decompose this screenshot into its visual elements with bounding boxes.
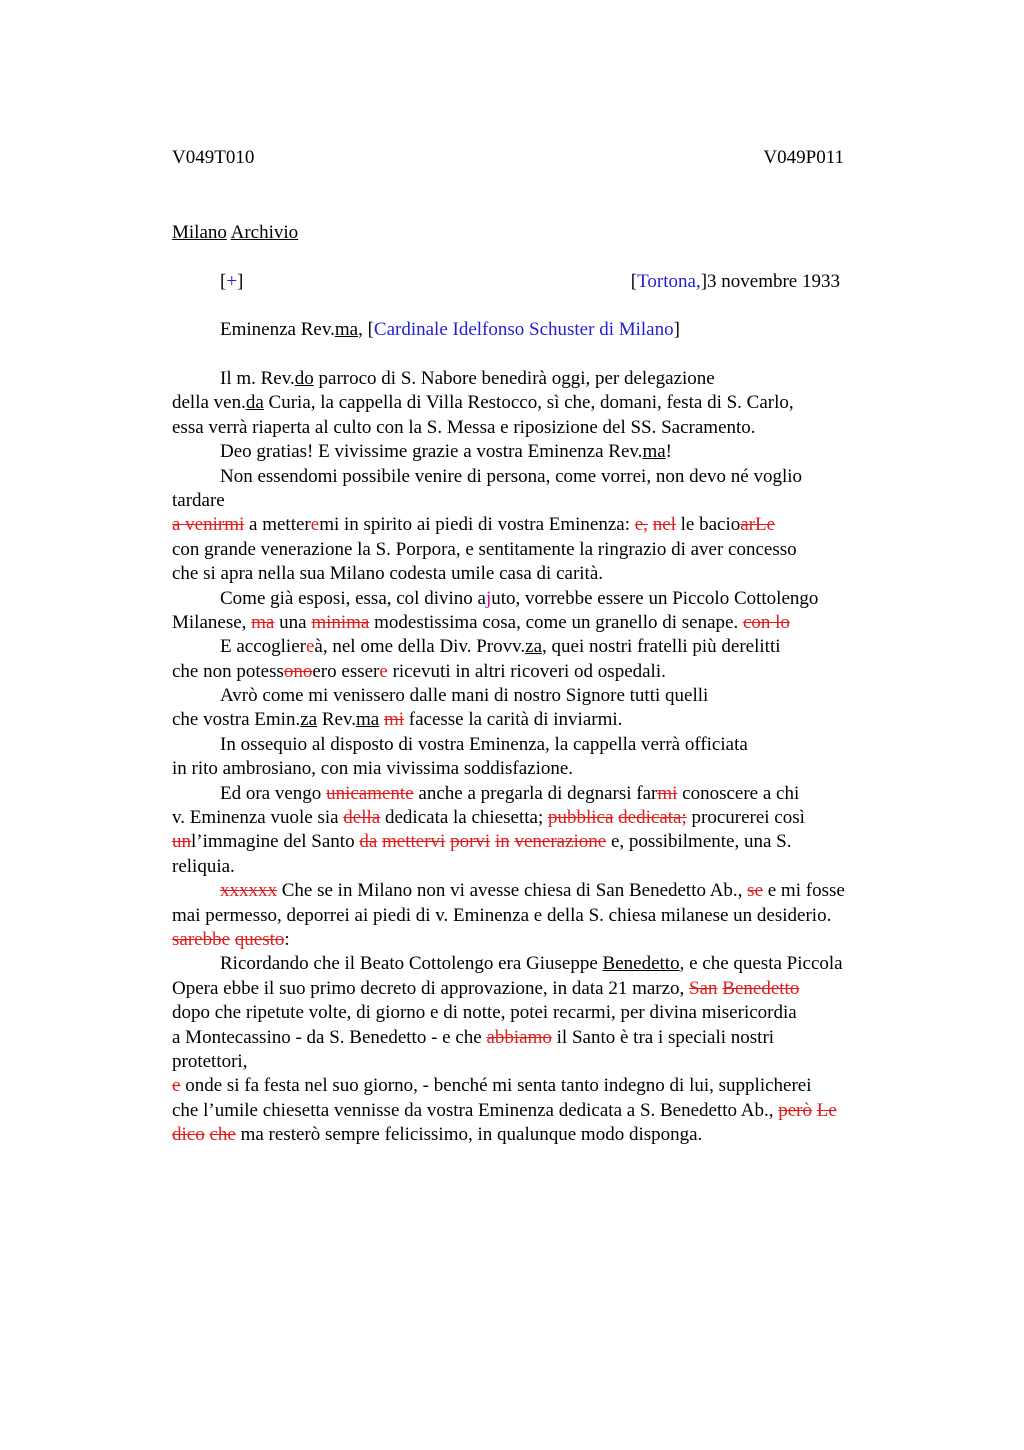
text-segment: uto, vorrebbe essere un Piccolo Cottolengo (491, 587, 819, 609)
text-segment: l’immagine del Santo (191, 831, 360, 853)
deleted-text: minima (311, 611, 370, 633)
text-segment: Deo gratias! E vivissime grazie a vostra Eminenza Rev. (220, 441, 643, 463)
text-line (172, 1001, 912, 1025)
text-segment: , quei nostri fratelli più derelitti (542, 636, 781, 658)
deleted-text: se (747, 880, 763, 902)
text-segment: che l’umile chiesetta vennisse da vostra Eminenza dedicata a S. Benedetto Ab., (172, 1099, 779, 1121)
inserted-text: j (485, 587, 492, 609)
archive-city: Milano (172, 222, 227, 243)
text-segment: in rito ambrosiano, con mia vivissima soddisfazione. (172, 758, 574, 780)
deleted-text: porvi (450, 831, 491, 853)
deleted-text: venerazione (514, 831, 607, 853)
underlined-text: za (525, 636, 543, 658)
text-segment: onde si fa festa nel suo giorno, - benché mi senta tanto indegno di lui, supplicherei (180, 1075, 812, 1097)
text-segment: il Santo è tra i speciali nostri (551, 1026, 775, 1048)
text-segment: e mi fosse (763, 880, 845, 902)
text-segment: dedicata la chiesetta; (380, 807, 548, 829)
text-segment: conoscere a chi (677, 782, 800, 804)
text-segment: Ricordando che il Beato Cottolengo era Giuseppe (220, 953, 603, 975)
deleted-text: nel (652, 514, 676, 536)
text-segment: Il m. Rev. (220, 368, 295, 389)
inserted-text: e (379, 660, 388, 682)
deleted-text: però (778, 1099, 812, 1121)
deleted-text: con lo (742, 611, 790, 633)
deleted-text: questo (234, 928, 285, 950)
place: Tortona, (637, 271, 701, 292)
deleted-text: dedicata; (618, 807, 687, 829)
deleted-text: e, (634, 514, 648, 536)
text-line (172, 538, 912, 562)
text-segment: reliquia. (172, 855, 235, 877)
text-segment: che si apra nella sua Milano codesta umile casa di carità. (172, 563, 604, 585)
underlined-text: da (245, 392, 264, 414)
text-line (172, 1123, 912, 1147)
deleted-text: ono (283, 660, 313, 682)
text-segment: con grande venerazione la S. Porpora, e sentitamente la ringrazio di aver concesso (172, 538, 797, 560)
document-code-left: V049T010 (172, 147, 255, 168)
text-segment: ! (665, 441, 672, 463)
text-segment: Curia, la cappella di Villa Restocco, sì che, domani, festa di S. Carlo, (263, 392, 794, 414)
text-segment: tardare (172, 489, 225, 511)
deleted-text: a venirmi (172, 514, 245, 536)
text-line (172, 782, 912, 806)
text-line (172, 367, 912, 391)
deleted-text: ma (251, 611, 275, 633)
text-segment: Come già esposi, essa, col divino a (220, 587, 486, 609)
deleted-text: della (343, 807, 381, 829)
text-line (172, 879, 912, 903)
date: 3 novembre 1933 (707, 271, 840, 292)
text-segment: protettori, (172, 1050, 248, 1072)
deleted-text: pubblica (547, 807, 614, 829)
text-line (172, 587, 912, 611)
deleted-text: xxxxxx (220, 880, 277, 902)
text-segment: v. Eminenza vuole sia (172, 807, 344, 829)
cross-and-date-line (220, 270, 840, 294)
text-line (172, 513, 912, 537)
text-segment: ricevuti in altri ricoveri od ospedali. (387, 660, 666, 682)
salutation: Eminenza Rev.ma, [Cardinale Idelfonso Schuster di Milano] (220, 319, 680, 340)
cross-mark: [+] (220, 271, 244, 292)
deleted-text: San (689, 977, 718, 999)
text-segment: modestissima cosa, come un granello di senape. (369, 611, 743, 633)
text-segment: , e che questa Piccola (679, 953, 843, 975)
text-line (172, 952, 912, 976)
text-line (172, 660, 912, 684)
text-segment: à, nel ome della Div. Provv. (314, 636, 526, 658)
text-segment: che vostra Emin. (172, 709, 301, 731)
text-segment: In ossequio al disposto di vostra Eminenza, la cappella verrà officiata (220, 733, 748, 755)
deleted-text: Le (816, 1099, 837, 1121)
text-segment: a metter (244, 514, 311, 536)
text-line (172, 733, 912, 757)
text-line (172, 1074, 912, 1098)
text-segment: anche a pregarla di degnarsi far (413, 782, 658, 804)
deleted-text: arLe (740, 514, 776, 536)
deleted-text: da (359, 831, 378, 853)
text-segment: della ven. (172, 392, 246, 414)
text-line (172, 904, 912, 928)
inserted-text: e (310, 514, 320, 536)
text-segment: dopo che ripetute volte, di giorno e di notte, potei recarmi, per divina misericordia (172, 1002, 797, 1024)
text-segment: mai permesso, deporrei ai piedi di v. Eminenza e della S. chiesa milanese un desiderio. (172, 904, 832, 926)
underlined-text: do (294, 368, 314, 389)
text-segment: una (274, 611, 312, 633)
text-segment: mi in spirito ai piedi di vostra Eminenza: (319, 514, 635, 536)
text-segment: ero esser (312, 660, 380, 682)
addressee: Cardinale Idelfonso Schuster di Milano (373, 319, 674, 340)
deleted-text: abbiamo (486, 1026, 552, 1048)
text-line (172, 562, 912, 586)
text-line (172, 489, 912, 513)
text-segment: Avrò come mi venissero dalle mani di nostro Signore tutti quelli (220, 685, 709, 707)
text-line (172, 1026, 912, 1050)
text-line (172, 806, 912, 830)
deleted-text: mi (383, 709, 404, 731)
deleted-text: in (494, 831, 510, 853)
text-line (172, 855, 912, 879)
letter-body (172, 367, 912, 1148)
deleted-text: e (172, 1075, 181, 1097)
text-segment: Milanese, (172, 611, 252, 633)
text-segment: E accoglier (220, 636, 306, 658)
text-segment: a Montecassino - da S. Benedetto - e che (172, 1026, 487, 1048)
text-line (172, 757, 912, 781)
deleted-text: unicamente (326, 782, 414, 804)
text-line (172, 928, 912, 952)
text-segment: e, possibilmente, una S. (606, 831, 792, 853)
text-segment: che non potess (172, 660, 284, 682)
underlined-text: Benedetto (602, 953, 680, 975)
place-date: [Tortona,]3 novembre 1933 (630, 271, 840, 292)
text-segment: Opera ebbe il suo primo decreto di approvazione, in data 21 marzo, (172, 977, 690, 999)
text-segment: procurerei così (686, 807, 805, 829)
text-line (172, 440, 912, 464)
text-line (172, 611, 912, 635)
text-line (172, 977, 912, 1001)
deleted-text: che (209, 1124, 236, 1146)
text-segment: facesse la carità di inviarmi. (404, 709, 623, 731)
underlined-text: za (300, 709, 318, 731)
archive-reference (172, 221, 298, 245)
underlined-text: ma (355, 709, 380, 731)
text-segment: ma resterò sempre felicissimo, in qualunque modo disponga. (235, 1124, 703, 1146)
text-line (172, 1050, 912, 1074)
text-segment: Non essendomi possibile venire di persona, come vorrei, non devo né voglio (220, 465, 803, 487)
deleted-text: un (172, 831, 191, 853)
underlined-text: ma (642, 441, 666, 463)
text-line (172, 708, 912, 732)
text-line (172, 416, 912, 440)
text-line (172, 391, 912, 415)
deleted-text: sarebbe (172, 928, 231, 950)
inserted-text: e (305, 636, 315, 658)
archive-label: Archivio (230, 222, 299, 243)
deleted-text: dico (172, 1124, 205, 1146)
text-segment: : (284, 928, 290, 950)
text-line (172, 830, 912, 854)
text-segment: Rev. (317, 709, 356, 731)
text-line (172, 635, 912, 659)
text-line (172, 684, 912, 708)
text-line (172, 1099, 912, 1123)
text-segment: le bacio (675, 514, 741, 536)
document-code-right: V049P011 (763, 147, 844, 168)
text-segment: Ed ora vengo (220, 782, 327, 804)
text-segment: Che se in Milano non vi avesse chiesa di San Benedetto Ab., (277, 880, 748, 902)
text-line (172, 465, 912, 489)
text-segment: essa verrà riaperta al culto con la S. Messa e riposizione del SS. Sacramento. (172, 416, 756, 438)
text-segment: parroco di S. Nabore benedirà oggi, per delegazione (313, 368, 715, 389)
deleted-text: mi (657, 782, 678, 804)
deleted-text: Benedetto (722, 977, 800, 999)
deleted-text: mettervi (382, 831, 446, 853)
